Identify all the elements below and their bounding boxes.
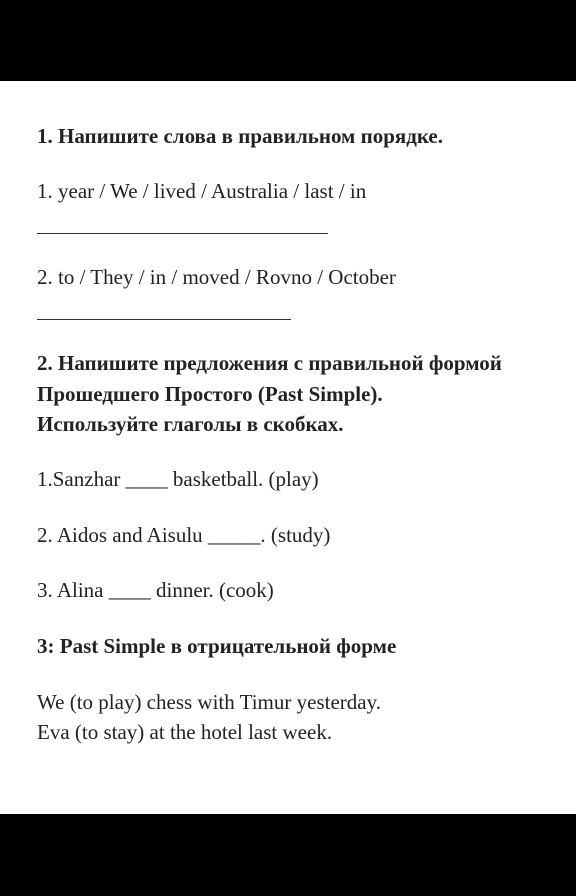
section1-heading: 1. Напишите слова в правильном порядке. — [37, 124, 444, 148]
section3-item-1: We (to play) chess with Timur yesterday. — [37, 690, 381, 714]
section1-item-2: 2. to / They / in / moved / Rovno / October — [37, 265, 396, 289]
section2-heading-line-2: Прошедшего Простого (Past Simple). — [37, 382, 383, 406]
section3-heading: 3: Past Simple в отрицательной форме — [37, 634, 397, 658]
answer-line-1 — [37, 233, 328, 234]
section3-item-2: Eva (to stay) at the hotel last week. — [37, 720, 333, 744]
section2-item-2: 2. Aidos and Aisulu _____. (study) — [37, 523, 331, 547]
section2-heading-line-1: 2. Напишите предложения с правильной формой — [37, 351, 502, 375]
section2-item-3: 3. Alina ____ dinner. (cook) — [37, 578, 274, 602]
worksheet-page — [0, 81, 576, 814]
section2-heading-line-3: Используйте глаголы в скобках. — [37, 412, 344, 436]
answer-line-2 — [37, 319, 291, 320]
section1-item-1: 1. year / We / lived / Australia / last / in — [37, 179, 367, 203]
section2-item-1: 1.Sanzhar ____ basketball. (play) — [37, 467, 319, 491]
